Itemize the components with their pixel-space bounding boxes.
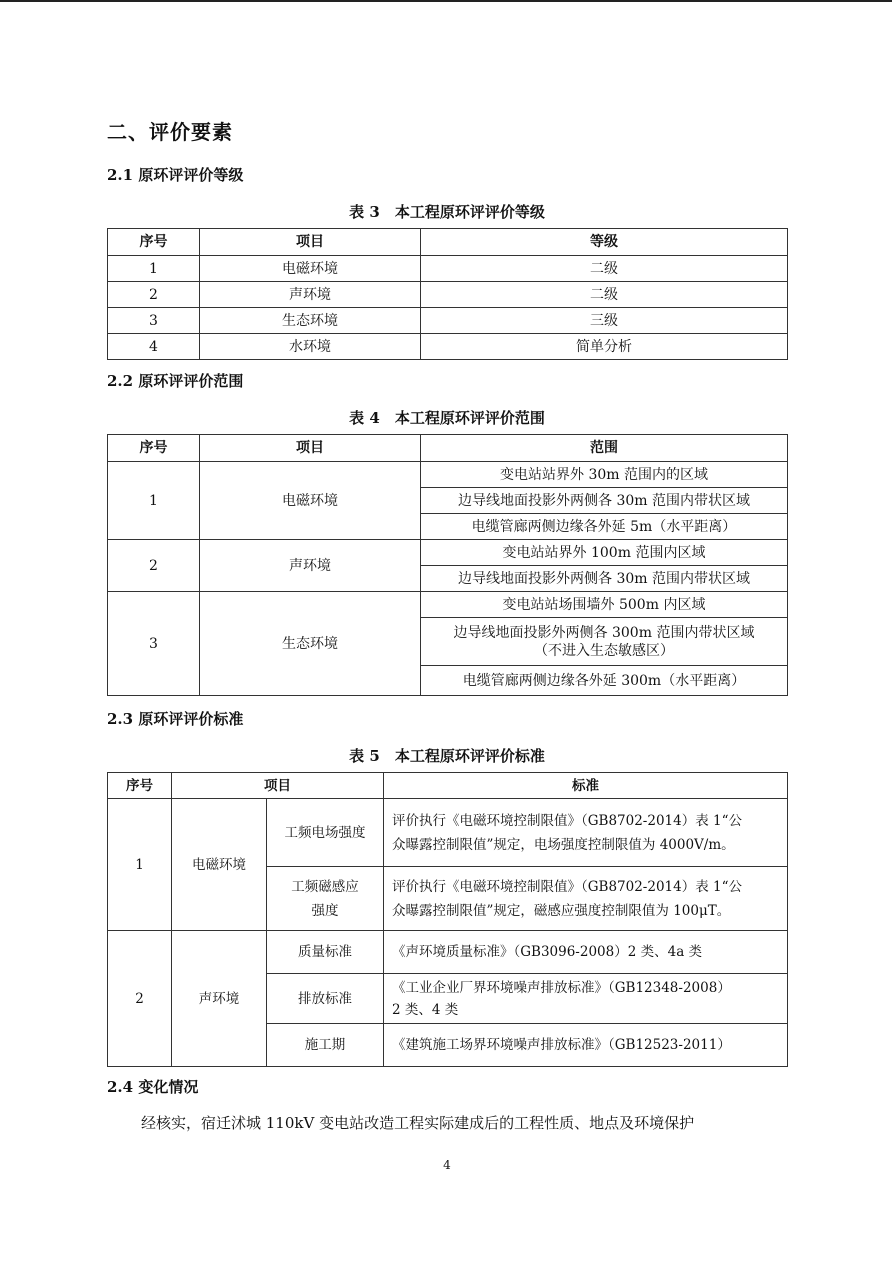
page-top-rule (0, 0, 892, 2)
col-header-item: 项目 (172, 773, 384, 799)
sub-item-line: 强度 (311, 902, 339, 919)
cell-level: 二级 (421, 282, 788, 308)
table-row (108, 799, 788, 867)
cell-level: 三级 (421, 308, 788, 334)
standard-line: 2 类、4 类 (392, 1001, 459, 1018)
table-row (108, 308, 788, 334)
cell-range: 边导线地面投影外两侧各 30m 范围内带状区域 (421, 488, 788, 514)
cell-standard (384, 974, 788, 1024)
col-header-no: 序号 (108, 435, 200, 462)
standard-line: 众曝露控制限值”规定，磁感应强度控制限值为 100μT。 (392, 902, 731, 919)
cell-range: 电缆管廊两侧边缘各外延 5m（水平距离） (421, 514, 788, 540)
cell-item: 生态环境 (200, 592, 421, 696)
table-row (108, 592, 788, 618)
cell-sub-item (267, 867, 384, 931)
cell-standard: 《建筑施工场界环境噪声排放标准》（GB12523-2011） (384, 1024, 788, 1067)
cell-no: 1 (108, 799, 172, 931)
col-header-item: 项目 (200, 435, 421, 462)
page-number: 4 (443, 1158, 451, 1172)
table-row (108, 462, 788, 488)
table-row (108, 931, 788, 974)
cell-no: 3 (108, 308, 200, 334)
cell-no: 1 (108, 462, 200, 540)
cell-item: 声环境 (172, 931, 267, 1067)
table-3-caption: 表 3 本工程原环评评价等级 (349, 203, 545, 221)
table-5-caption: 表 5 本工程原环评评价标准 (349, 747, 545, 765)
cell-sub-item: 施工期 (267, 1024, 384, 1067)
col-header-range: 范围 (421, 435, 788, 462)
cell-item: 电磁环境 (172, 799, 267, 931)
cell-no: 1 (108, 256, 200, 282)
table-row (108, 540, 788, 566)
cell-standard (384, 867, 788, 931)
cell-range: 变电站站场围墙外 500m 内区域 (421, 592, 788, 618)
sub-item-line: 工频磁感应 (291, 878, 359, 895)
cell-item: 水环境 (200, 334, 421, 360)
standard-line: 评价执行《电磁环境控制限值》（GB8702-2014）表 1“公 (392, 812, 743, 829)
cell-no: 3 (108, 592, 200, 696)
range-line: 边导线地面投影外两侧各 300m 范围内带状区域 (453, 624, 755, 641)
cell-range (421, 618, 788, 666)
table-header-row (108, 229, 788, 256)
cell-standard (384, 799, 788, 867)
cell-sub-item: 工频电场强度 (267, 799, 384, 867)
col-header-no: 序号 (108, 229, 200, 256)
cell-range: 电缆管廊两侧边缘各外延 300m（水平距离） (421, 666, 788, 696)
table-row (108, 256, 788, 282)
table-5 (107, 772, 788, 1067)
section-title: 二、评价要素 (107, 120, 233, 144)
table-4 (107, 434, 788, 696)
cell-item: 生态环境 (200, 308, 421, 334)
cell-sub-item: 质量标准 (267, 931, 384, 974)
table-row (108, 282, 788, 308)
table-header-row (108, 773, 788, 799)
cell-sub-item: 排放标准 (267, 974, 384, 1024)
cell-no: 2 (108, 282, 200, 308)
cell-range: 变电站站界外 30m 范围内的区域 (421, 462, 788, 488)
standard-line: 众曝露控制限值”规定，电场强度控制限值为 4000V/m。 (392, 836, 735, 853)
cell-level: 简单分析 (421, 334, 788, 360)
range-line: （不进入生态敏感区） (534, 642, 674, 659)
table-3 (107, 228, 788, 360)
heading-2-2: 2.2 原环评评价范围 (107, 372, 244, 390)
col-header-no: 序号 (108, 773, 172, 799)
cell-no: 2 (108, 540, 200, 592)
table-header-row (108, 435, 788, 462)
cell-item: 声环境 (200, 540, 421, 592)
table-row (108, 334, 788, 360)
cell-no: 4 (108, 334, 200, 360)
table-4-caption: 表 4 本工程原环评评价范围 (349, 409, 545, 427)
cell-range: 边导线地面投影外两侧各 30m 范围内带状区域 (421, 566, 788, 592)
col-header-level: 等级 (421, 229, 788, 256)
body-paragraph: 经核实，宿迁沭城 110kV 变电站改造工程实际建成后的工程性质、地点及环境保护 (141, 1114, 695, 1132)
col-header-standard: 标准 (384, 773, 788, 799)
cell-item: 声环境 (200, 282, 421, 308)
heading-2-4: 2.4 变化情况 (107, 1078, 199, 1096)
standard-line: 评价执行《电磁环境控制限值》（GB8702-2014）表 1“公 (392, 878, 743, 895)
cell-no: 2 (108, 931, 172, 1067)
col-header-item: 项目 (200, 229, 421, 256)
heading-2-1: 2.1 原环评评价等级 (107, 166, 244, 184)
cell-level: 二级 (421, 256, 788, 282)
heading-2-3: 2.3 原环评评价标准 (107, 710, 244, 728)
cell-item: 电磁环境 (200, 462, 421, 540)
standard-line: 《工业企业厂界环境噪声排放标准》（GB12348-2008） (392, 979, 731, 996)
cell-range: 变电站站界外 100m 范围内区域 (421, 540, 788, 566)
cell-standard: 《声环境质量标准》（GB3096-2008）2 类、4a 类 (384, 931, 788, 974)
cell-item: 电磁环境 (200, 256, 421, 282)
